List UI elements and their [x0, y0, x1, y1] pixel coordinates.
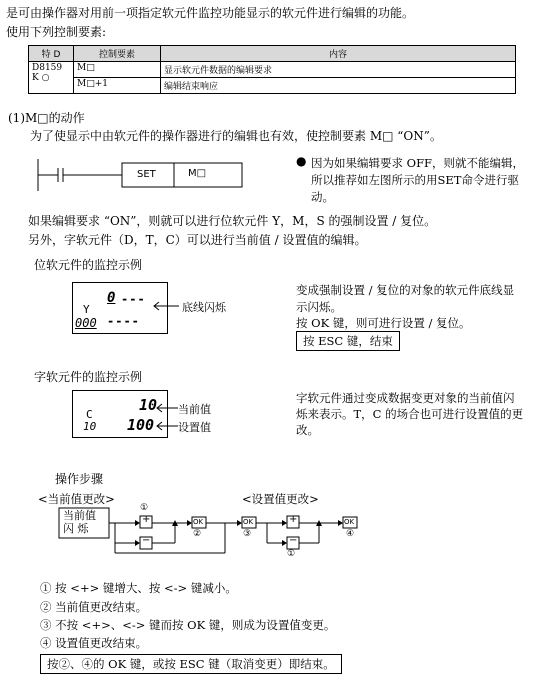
word-desc-line: 改。	[296, 423, 319, 437]
ok-key-label: OK	[344, 518, 355, 526]
step-marker: ①	[287, 549, 296, 559]
set-change-title: <设置值更改>	[242, 492, 319, 506]
section-description: 为了使显示中由软元件的操作器进行的编辑也有效，使控制要素 M□ “ON”。	[30, 129, 442, 143]
step-marker: ③	[243, 529, 252, 539]
ok-key-label: OK	[243, 518, 254, 526]
lcd-device-number: 10	[83, 420, 97, 433]
arrow-left-icon	[154, 402, 180, 414]
word-desc-line: 烁来表示。T，C 的场合也可进行设置值的更	[296, 407, 524, 421]
device-constant: K ○	[32, 73, 50, 83]
table-row	[29, 78, 516, 94]
note-bullet: ●	[296, 154, 307, 168]
bit-desc-line: 示闪烁。	[296, 300, 342, 314]
word-monitor-title: 字软元件的监控示例	[34, 370, 143, 384]
current-value-label: 当前值	[178, 403, 211, 416]
arrow-left-icon	[154, 420, 180, 432]
table-header-row	[29, 46, 516, 62]
set-value-label: 设置值	[178, 421, 211, 434]
lcd-current-value: 10	[139, 396, 158, 414]
intro-line-1: 是可由操作器对用前一项指定软元件监控功能显示的软元件进行编辑的功能。	[6, 6, 415, 20]
step-note: ③ 不按 <+>、<-> 键而按 OK 键，则成为设置值变更。	[40, 618, 336, 632]
table-cell-content: 编辑结束响应	[161, 78, 516, 94]
esc-note-box: 按 ESC 键，结束	[296, 331, 400, 351]
table-cell-element: M□+1	[74, 78, 161, 94]
steps-flow-diagram	[55, 505, 375, 565]
minus-key-label: −	[289, 535, 298, 546]
coil-label: M□	[188, 168, 207, 179]
start-box-line: 当前值	[63, 509, 96, 522]
plus-key-label: +	[142, 514, 151, 525]
lcd-bottom-dashes: ----	[107, 314, 140, 328]
lcd-device-letter: Y	[83, 303, 90, 316]
lcd-device-number: 000	[75, 316, 97, 330]
paragraph-line: 如果编辑要求 “ON”，则就可以进行位软元件 Y，M，S 的强制设置 / 复位。	[28, 214, 437, 228]
lcd-set-value: 100	[127, 416, 155, 434]
step-marker: ④	[346, 529, 355, 539]
set-label: SET	[137, 169, 156, 180]
step-marker: ②	[193, 529, 202, 539]
device-number: D8159	[32, 63, 63, 73]
note-line: 所以推荐如左图所示的用SET命令进行驱	[311, 173, 519, 187]
step-note: ① 按 <+> 键增大、按 <-> 键减小。	[40, 581, 237, 595]
table-header-device: 特 D	[29, 46, 74, 62]
current-change-title: <当前值更改>	[38, 492, 115, 506]
table-header-content: 内容	[161, 46, 516, 62]
final-note-box: 按②、④的 OK 键，或按 ESC 键（取消变更）即结束。	[40, 654, 342, 674]
control-table	[28, 45, 516, 94]
steps-title: 操作步骤	[55, 472, 104, 486]
note-line: 动。	[311, 190, 334, 204]
table-cell-content: 显示软元件数据的编辑要求	[161, 62, 516, 78]
intro-line-2: 使用下列控制要素:	[6, 25, 107, 39]
plus-key-label: +	[289, 514, 298, 525]
note-line: 因为如果编辑要求 OFF，则就不能编辑，	[311, 156, 525, 170]
bit-desc-line: 变成强制设置 / 复位的对象的软元件底线显	[296, 283, 515, 297]
table-cell-device	[29, 62, 74, 94]
start-box-line: 闪 烁	[63, 522, 89, 535]
step-note: ② 当前值更改结束。	[40, 600, 148, 614]
arrow-left-icon	[151, 300, 181, 312]
underline-blink-label: 底线闪烁	[182, 301, 226, 314]
table-header-element: 控制要素	[74, 46, 161, 62]
step-note: ④ 设置值更改结束。	[40, 636, 148, 650]
lcd-top-dashes: ---	[121, 292, 146, 306]
lcd-device-letter: C	[86, 408, 93, 421]
ok-key-label: OK	[193, 518, 204, 526]
step-marker: ①	[140, 503, 149, 513]
bit-monitor-title: 位软元件的监控示例	[34, 258, 143, 272]
table-cell-element: M□	[74, 62, 161, 78]
section-title: (1)M□的动作	[8, 111, 85, 125]
paragraph-line: 另外，字软元件（D，T，C）可以进行当前值 / 设置值的编辑。	[28, 233, 367, 247]
table-row	[29, 62, 516, 78]
minus-key-label: −	[142, 535, 151, 546]
lcd-top-digit: 0	[107, 290, 116, 306]
bit-desc-line: 按 OK 键，则可进行设置 / 复位。	[296, 316, 471, 330]
word-desc-line: 字软元件通过变成数据变更对象的当前值闪	[296, 391, 515, 405]
